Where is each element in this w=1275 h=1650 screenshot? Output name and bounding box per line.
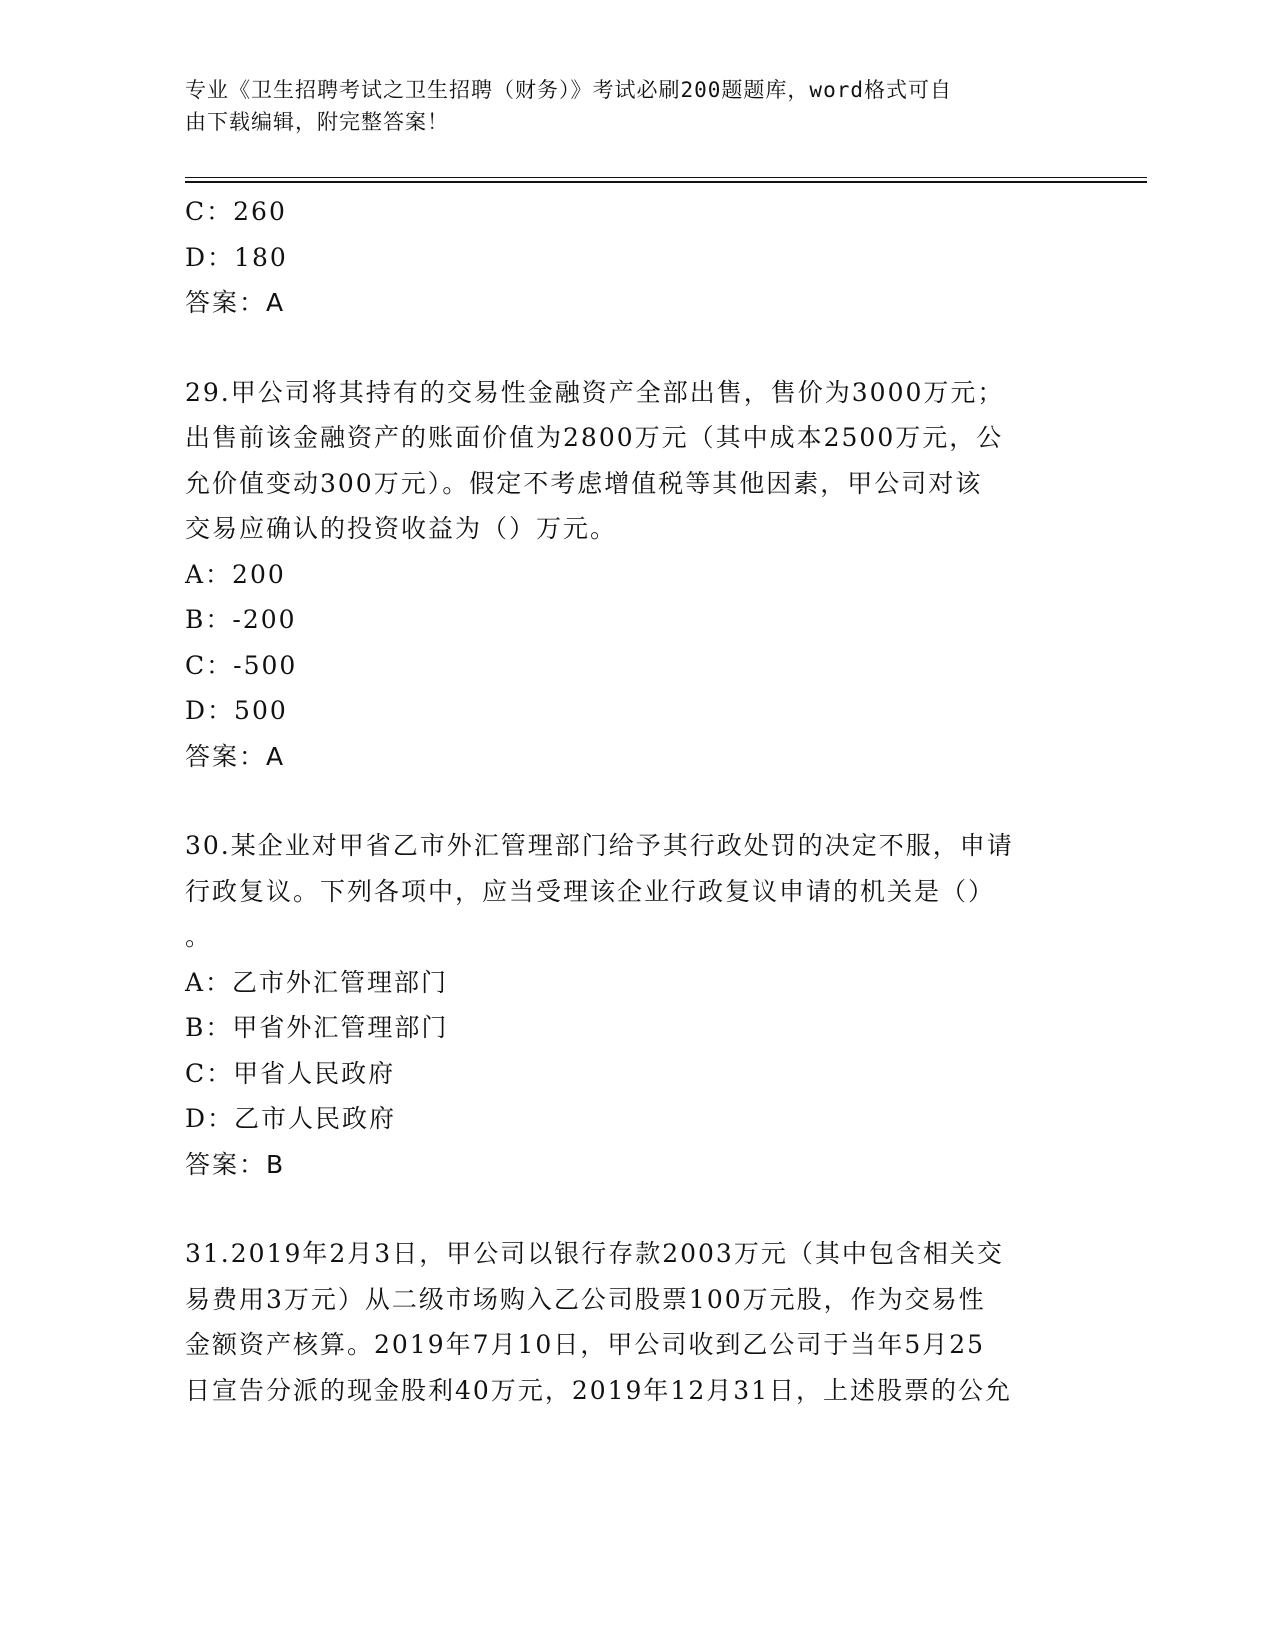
document-body — [185, 189, 1085, 1413]
option-c: C：-500 — [185, 650, 298, 680]
question-31 — [185, 1231, 1085, 1413]
question-text-line: 29.甲公司将其持有的交易性金融资产全部出售，售价为3000万元； — [185, 377, 1005, 407]
question-text-line: 出售前该金融资产的账面价值为2800万元（其中成本2500万元，公 — [185, 423, 1004, 452]
answer: 答案：A — [185, 741, 286, 771]
option-b: B：甲省外汇管理部门 — [185, 1013, 449, 1042]
question-text-line: 。 — [185, 922, 213, 951]
option-a: A：200 — [185, 559, 286, 589]
question-text-line: 交易应确认的投资收益为（）万元。 — [185, 514, 618, 543]
document-header — [185, 74, 1065, 138]
question-text-line: 行政复议。下列各项中，应当受理该企业行政复议申请的机关是（） — [185, 876, 996, 906]
question-text-line: 允价值变动300万元）。假定不考虑增值税等其他因素，甲公司对该 — [185, 468, 983, 498]
answer: 答案：B — [185, 1149, 286, 1179]
option-b: B：-200 — [185, 605, 297, 634]
question-text-line: 日宣告分派的现金股利40万元，2019年12月31日，上述股票的公允 — [185, 1375, 1013, 1405]
header-line-1: 专业《卫生招聘考试之卫生招聘（财务）》考试必刷200题题库，word格式可自 — [185, 78, 952, 102]
option-c: C：260 — [185, 197, 287, 226]
question-28-tail — [185, 189, 1085, 326]
option-c: C：甲省人民政府 — [185, 1058, 396, 1088]
question-text-line: 30.某企业对甲省乙市外汇管理部门给予其行政处罚的决定不服，申请 — [185, 831, 1014, 860]
option-d: D：500 — [185, 696, 288, 725]
question-text-line: 易费用3万元）从二级市场购入乙公司股票100万元股，作为交易性 — [185, 1284, 986, 1314]
header-divider-thin — [185, 177, 1147, 178]
option-d: D：180 — [185, 242, 288, 272]
question-text-line: 金额资产核算。2019年7月10日，甲公司收到乙公司于当年5月25 — [185, 1330, 986, 1359]
header-divider-thick — [185, 181, 1147, 183]
question-29 — [185, 370, 1085, 780]
option-a: A：乙市外汇管理部门 — [185, 967, 449, 997]
option-d: D：乙市人民政府 — [185, 1104, 397, 1133]
answer: 答案：A — [185, 288, 286, 317]
question-30 — [185, 823, 1085, 1187]
header-line-2: 由下载编辑，附完整答案！ — [185, 110, 449, 134]
question-text-line: 31.2019年2月3日，甲公司以银行存款2003万元（其中包含相关交 — [185, 1239, 1004, 1268]
